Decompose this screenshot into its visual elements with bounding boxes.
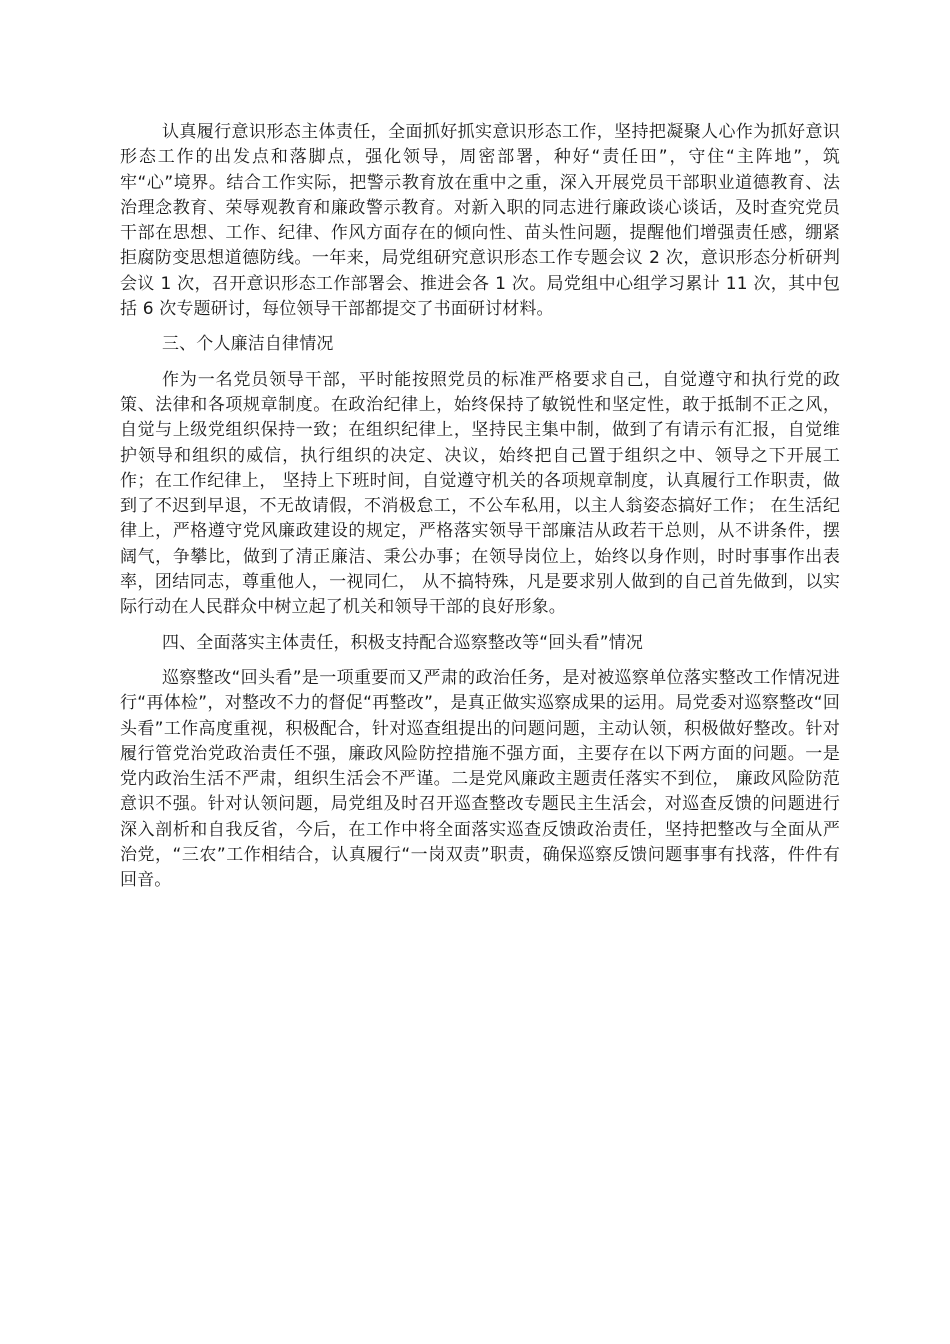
paragraph-inspection-rectification: 巡察整改“回头看”是一项重要而又严肃的政治任务，是对被巡察单位落实整改工作情况进行“再体检”，对整改不力的督促“再整改”，是真正做实巡察成果的运用。局党委对巡察整改“回头看”工作高度重视，积极配合，针对巡查组提出的问题问题，主动认领，积极做好整改。针对履行管党治党政治责任不强，廉政风险防控措施不强方面，主要存在以下两方面的问题。一是党内政治生活不严肃，组织生活会不严谨。二是党风廉政主题责任落实不到位， 廉政风险防范意识不强。针对认领问题，局党组及时召开巡查整改专题民主生活会，对巡查反馈的问题进行深入剖析和自我反省，今后，在工作中将全面落实巡查反馈政治责任，坚持把整改与全面从严治党，“三农”工作相结合，认真履行“一岗双责”职责，确保巡察反馈问题事事有找落，件件有回音。 [120, 667, 840, 891]
section-heading-4: 四、全面落实主体责任，积极支持配合巡察整改等“回头看”情况 [162, 632, 643, 653]
paragraph-ideology-responsibility: 认真履行意识形态主体责任，全面抓好抓实意识形态工作，坚持把凝聚人心作为抓好意识形态工作的出发点和落脚点，强化领导，周密部署，种好“责任田”，守住“主阵地”，筑牢“心”境界。结合工作实际，把警示教育放在重中之重，深入开展党员干部职业道德教育、法治理念教育、荣辱观教育和廉政警示教育。对新入职的同志进行廉政谈心谈话，及时查究党员干部在思想、工作、纪律、作风方面存在的倾向性、苗头性问题，提醒他们增强责任感，绷紧拒腐防变思想道德防线。一年来，局党组研究意识形态工作专题会议 2 次，意识形态分析研判会议 1 次，召开意识形态工作部署会、推进会各 1 次。局党组中心组学习累计 11 次，其中包括 6 次专题研讨，每位领导干部都提交了书面研讨材料。 [120, 122, 840, 320]
paragraph-gap [120, 322, 840, 332]
document-page [120, 120, 840, 894]
paragraph-gap [120, 656, 840, 666]
paragraph-gap [120, 358, 840, 368]
paragraph-self-discipline: 作为一名党员领导干部，平时能按照党员的标准严格要求自己，自觉遵守和执行党的政策、法律和各项规章制度。在政治纪律上，始终保持了敏锐性和坚定性，敢于抵制不正之风，自觉与上级党组织保持一致；在组织纪律上，坚持民主集中制，做到了有请示有汇报，自觉维护领导和组织的威信，执行组织的决定、决议，始终把自己置于组织之中、领导之下开展工作；在工作纪律上， 坚持上下班时间，自觉遵守机关的各项规章制度，认真履行工作职责，做到了不迟到早退，不无故请假，不消极怠工，不公车私用，以主人翁姿态搞好工作； 在生活纪律上，严格遵守党风廉政建设的规定，严格落实领导干部廉洁从政若干总则，从不讲条件，摆阔气，争攀比，做到了清正廉洁、秉公办事；在领导岗位上，始终以身作则，时时事事作出表率，团结同志，尊重他人，一视同仁， 从不搞特殊，凡是要求别人做到的自己首先做到，以实际行动在人民群众中树立起了机关和领导干部的良好形象。 [120, 369, 840, 618]
section-heading-3: 三、个人廉洁自律情况 [162, 334, 334, 355]
paragraph-gap [120, 621, 840, 631]
